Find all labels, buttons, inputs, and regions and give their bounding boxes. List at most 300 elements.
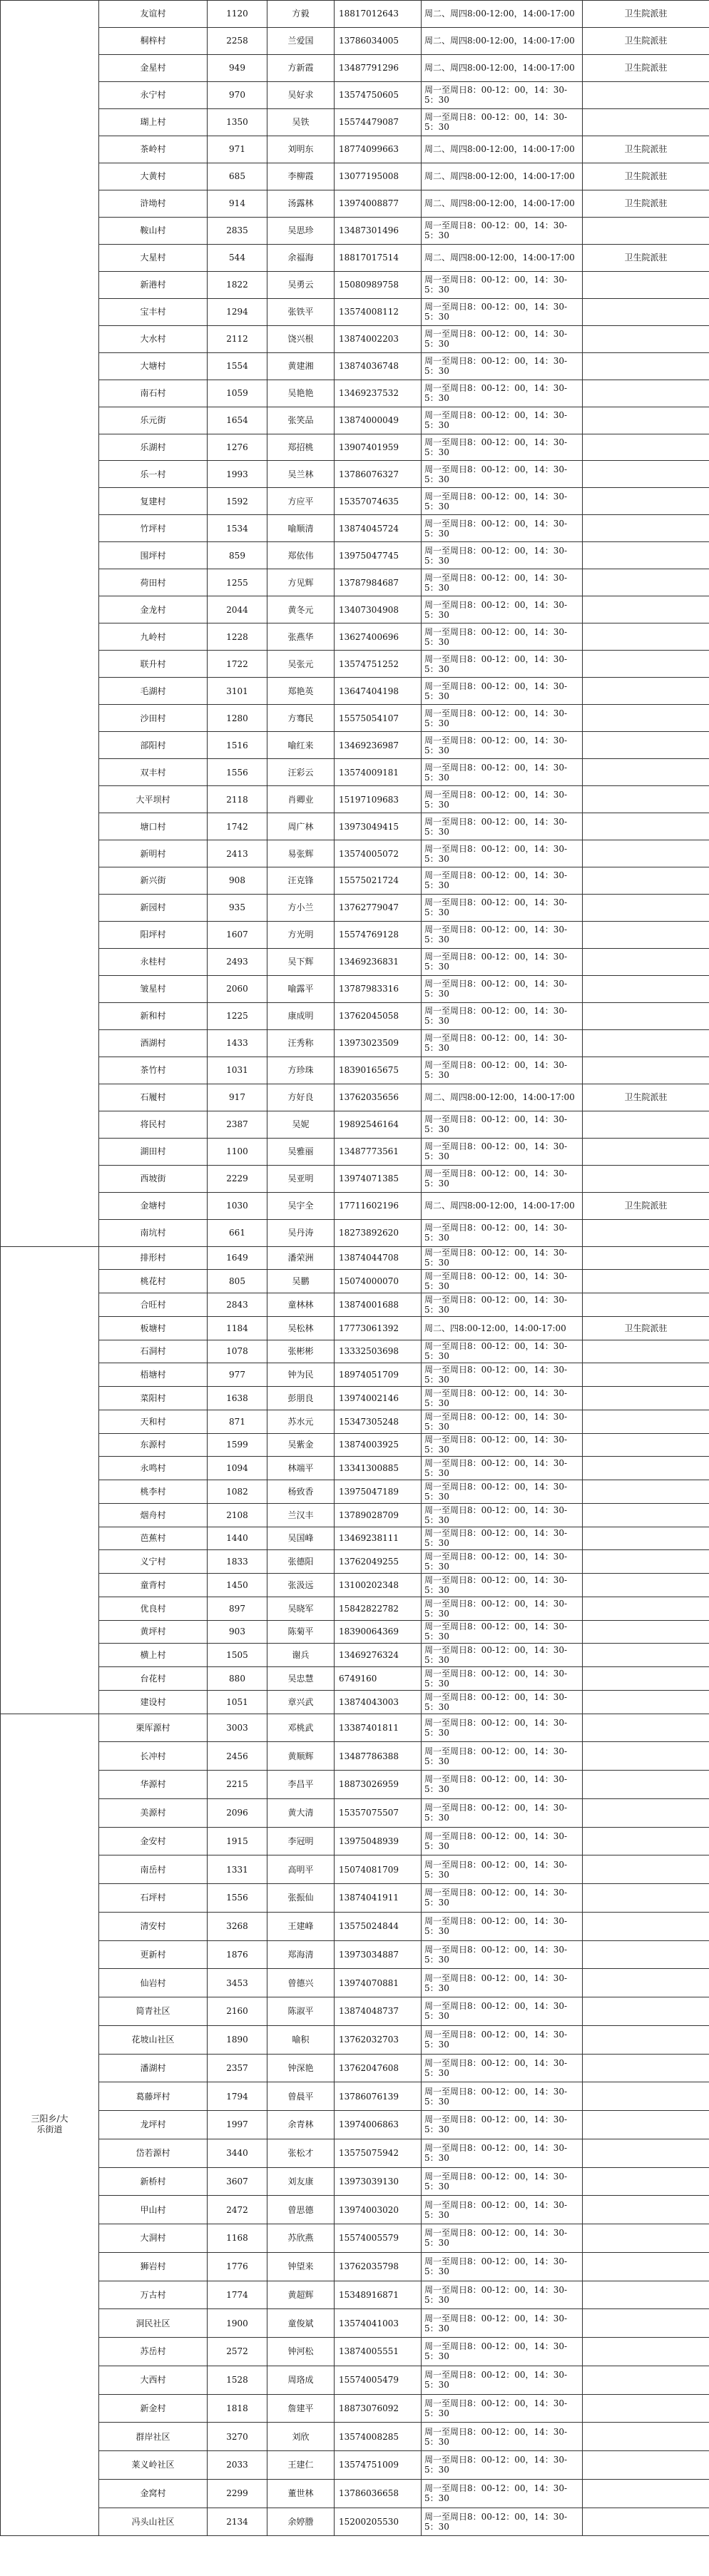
table-row	[1, 1084, 709, 1111]
hours-cell: 周一至周日8：00-12：00，14：30-5：30	[422, 2451, 583, 2480]
village-cell: 华源村	[99, 1771, 208, 1799]
note-cell	[583, 2196, 709, 2224]
hours-cell: 周一至周日8：00-12：00，14：30-5：30	[422, 1433, 583, 1457]
table-row	[1, 2281, 709, 2309]
table-row	[1, 81, 709, 108]
village-cell: 乐湖村	[99, 434, 208, 461]
population-cell: 1516	[208, 732, 267, 759]
population-cell: 805	[208, 1270, 267, 1293]
town-cell	[1, 1246, 99, 1714]
doctor-cell: 方小兰	[267, 894, 335, 921]
phone-cell: 13974008877	[335, 190, 422, 217]
population-cell: 2033	[208, 2451, 267, 2480]
hours-cell: 周一至周日8：00-12：00，14：30-5：30	[422, 1997, 583, 2026]
population-cell: 1554	[208, 352, 267, 380]
phone-cell: 13789028709	[335, 1503, 422, 1527]
village-cell: 童背村	[99, 1574, 208, 1597]
doctor-cell: 吴紫金	[267, 1433, 335, 1457]
phone-cell: 13762035656	[335, 1084, 422, 1111]
table-row	[1, 678, 709, 705]
table-row	[1, 1527, 709, 1550]
hours-cell: 周二、周四8:00-12:00，14:00-17:00	[422, 54, 583, 81]
village-cell: 莱义岭社区	[99, 2451, 208, 2480]
doctor-cell: 潘荣洲	[267, 1246, 335, 1270]
hours-cell: 周一至周日8：00-12：00，14：30-5：30	[422, 1527, 583, 1550]
doctor-cell: 童林林	[267, 1293, 335, 1317]
note-cell	[583, 1363, 709, 1387]
table-row	[1, 1457, 709, 1480]
phone-cell: 13907401959	[335, 434, 422, 461]
doctor-cell: 郑依伟	[267, 542, 335, 569]
village-cell: 优良村	[99, 1597, 208, 1620]
table-row	[1, 380, 709, 407]
population-cell: 1794	[208, 2082, 267, 2111]
note-cell	[583, 1912, 709, 1940]
doctor-cell: 余青林	[267, 2111, 335, 2139]
doctor-cell: 陈淑平	[267, 1997, 335, 2026]
village-cell: 东源村	[99, 1433, 208, 1457]
village-cell: 狮岩村	[99, 2252, 208, 2281]
doctor-cell: 饶兴根	[267, 325, 335, 352]
note-cell	[583, 1457, 709, 1480]
note-cell	[583, 705, 709, 732]
population-cell: 908	[208, 867, 267, 895]
village-cell: 永宁村	[99, 81, 208, 108]
note-cell: 卫生院派驻	[583, 27, 709, 54]
doctor-cell: 喻露平	[267, 975, 335, 1002]
population-cell: 1082	[208, 1480, 267, 1504]
hours-cell: 周一至周日8：00-12：00，14：30-5：30	[422, 1690, 583, 1714]
hours-cell: 周一至周日8：00-12：00，14：30-5：30	[422, 2366, 583, 2394]
village-cell: 大西村	[99, 2366, 208, 2394]
phone-cell: 18817017514	[335, 244, 422, 271]
table-row	[1, 1997, 709, 2026]
note-cell	[583, 1771, 709, 1799]
note-cell	[583, 948, 709, 975]
doctor-cell: 汪秀称	[267, 1029, 335, 1057]
note-cell: 卫生院派驻	[583, 190, 709, 217]
hours-cell: 周一至周日8：00-12：00，14：30-5：30	[422, 948, 583, 975]
doctor-cell: 方应平	[267, 488, 335, 515]
doctor-cell: 张汲远	[267, 1574, 335, 1597]
note-cell: 卫生院派驻	[583, 1084, 709, 1111]
table-row	[1, 1002, 709, 1029]
doctor-cell: 方光明	[267, 921, 335, 948]
phone-cell: 13974002146	[335, 1387, 422, 1410]
village-cell: 仙岩村	[99, 1969, 208, 1997]
note-cell	[583, 515, 709, 542]
phone-cell: 13574751252	[335, 651, 422, 678]
phone-cell: 13487301496	[335, 217, 422, 244]
hours-cell: 周一至周日8：00-12：00，14：30-5：30	[422, 1597, 583, 1620]
village-cell: 新明村	[99, 840, 208, 867]
phone-cell: 13574008112	[335, 298, 422, 325]
note-cell	[583, 1574, 709, 1597]
table-row	[1, 515, 709, 542]
doctor-cell: 黄大清	[267, 1798, 335, 1827]
doctor-cell: 黄建湘	[267, 352, 335, 380]
village-cell: 群岸社区	[99, 2423, 208, 2451]
table-row	[1, 1363, 709, 1387]
table-row	[1, 1387, 709, 1410]
hours-cell: 周一至周日8：00-12：00，14：30-5：30	[422, 515, 583, 542]
note-cell	[583, 569, 709, 596]
doctor-cell: 喻顺清	[267, 515, 335, 542]
village-cell: 将民村	[99, 1111, 208, 1138]
doctor-cell: 黄冬元	[267, 596, 335, 623]
doctor-cell: 张松才	[267, 2139, 335, 2167]
doctor-cell: 周珞成	[267, 2366, 335, 2394]
doctor-cell: 张德阳	[267, 1550, 335, 1574]
population-cell: 1915	[208, 1827, 267, 1855]
population-cell: 2493	[208, 948, 267, 975]
table-row	[1, 1219, 709, 1246]
note-cell	[583, 2252, 709, 2281]
population-cell: 1433	[208, 1029, 267, 1057]
table-row	[1, 1620, 709, 1644]
note-cell: 卫生院派驻	[583, 163, 709, 190]
hours-cell: 周一至周日8：00-12：00，14：30-5：30	[422, 2338, 583, 2366]
village-cell: 湖田村	[99, 1138, 208, 1165]
population-cell: 2258	[208, 27, 267, 54]
village-cell: 金星村	[99, 54, 208, 81]
hours-cell: 周一至周日8：00-12：00，14：30-5：30	[422, 1855, 583, 1884]
village-cell: 万古村	[99, 2281, 208, 2309]
doctor-cell: 汪彩云	[267, 759, 335, 786]
table-row	[1, 1827, 709, 1855]
doctor-cell: 吴晓军	[267, 1597, 335, 1620]
hours-cell: 周一至周日8：00-12：00，14：30-5：30	[422, 2139, 583, 2167]
hours-cell: 周一至周日8：00-12：00，14：30-5：30	[422, 1969, 583, 1997]
hours-cell: 周一至周日8：00-12：00，14：30-5：30	[422, 867, 583, 895]
doctor-cell: 邓桃武	[267, 1714, 335, 1742]
village-cell: 南岳村	[99, 1855, 208, 1884]
table-row	[1, 1316, 709, 1340]
hours-cell: 周一至周日8：00-12：00，14：30-5：30	[422, 461, 583, 488]
hours-cell: 周一至周日8：00-12：00，14：30-5：30	[422, 1714, 583, 1742]
village-cell: 新和村	[99, 1002, 208, 1029]
note-cell	[583, 813, 709, 840]
village-cell: 宝丰村	[99, 298, 208, 325]
population-cell: 2835	[208, 217, 267, 244]
phone-cell: 18974051709	[335, 1363, 422, 1387]
note-cell	[583, 271, 709, 298]
note-cell	[583, 2394, 709, 2423]
hours-cell: 周一至周日8：00-12：00，14：30-5：30	[422, 542, 583, 569]
hours-cell: 周一至周日8：00-12：00，14：30-5：30	[422, 352, 583, 380]
population-cell: 1654	[208, 407, 267, 434]
village-cell: 桃李村	[99, 1480, 208, 1504]
hours-cell: 周二、周四8:00-12:00，14:00-17:00	[422, 136, 583, 163]
phone-cell: 13574008285	[335, 2423, 422, 2451]
village-cell: 芭蕉村	[99, 1527, 208, 1550]
population-cell: 977	[208, 1363, 267, 1387]
hours-cell: 周一至周日8：00-12：00，14：30-5：30	[422, 1503, 583, 1527]
table-row	[1, 136, 709, 163]
doctor-cell: 李昌平	[267, 1771, 335, 1799]
table-row	[1, 1029, 709, 1057]
phone-cell: 13973023509	[335, 1029, 422, 1057]
hours-cell: 周一至周日8：00-12：00，14：30-5：30	[422, 1029, 583, 1057]
village-cell: 友谊村	[99, 1, 208, 28]
note-cell	[583, 1111, 709, 1138]
village-cell: 部阳村	[99, 732, 208, 759]
doctor-cell: 周广林	[267, 813, 335, 840]
phone-cell: 13786076327	[335, 461, 422, 488]
population-cell: 1876	[208, 1940, 267, 1969]
population-cell: 2096	[208, 1798, 267, 1827]
hours-cell: 周一至周日8：00-12：00，14：30-5：30	[422, 1111, 583, 1138]
population-cell: 880	[208, 1667, 267, 1691]
population-cell: 544	[208, 244, 267, 271]
population-cell: 1649	[208, 1246, 267, 1270]
population-cell: 2112	[208, 325, 267, 352]
doctor-cell: 高明平	[267, 1855, 335, 1884]
village-cell: 瑚上村	[99, 108, 208, 136]
village-cell: 金安村	[99, 1827, 208, 1855]
doctor-cell: 兰爱国	[267, 27, 335, 54]
population-cell: 3440	[208, 2139, 267, 2167]
population-cell: 1051	[208, 1690, 267, 1714]
village-cell: 竹坪村	[99, 515, 208, 542]
phone-cell: 13407304908	[335, 596, 422, 623]
hours-cell: 周一至周日8：00-12：00，14：30-5：30	[422, 2167, 583, 2196]
hours-cell: 周一至周日8：00-12：00，14：30-5：30	[422, 488, 583, 515]
table-row	[1, 2224, 709, 2253]
phone-cell: 13332503698	[335, 1340, 422, 1363]
phone-cell: 13874036748	[335, 352, 422, 380]
town-cell: 三阳乡/大乐街道	[1, 1714, 99, 2536]
doctor-cell: 苏水元	[267, 1410, 335, 1433]
population-cell: 661	[208, 1219, 267, 1246]
table-row	[1, 325, 709, 352]
hours-cell: 周一至周日8：00-12：00，14：30-5：30	[422, 2025, 583, 2054]
phone-cell: 18390165675	[335, 1057, 422, 1084]
doctor-cell: 张彬彬	[267, 1340, 335, 1363]
population-cell: 685	[208, 163, 267, 190]
table-row	[1, 1798, 709, 1827]
population-cell: 1094	[208, 1457, 267, 1480]
note-cell	[583, 1667, 709, 1691]
population-cell: 1592	[208, 488, 267, 515]
population-cell: 1607	[208, 921, 267, 948]
hours-cell: 周一至周日8：00-12：00，14：30-5：30	[422, 1410, 583, 1433]
population-cell: 1350	[208, 108, 267, 136]
population-cell: 1030	[208, 1192, 267, 1219]
table-row	[1, 894, 709, 921]
note-cell	[583, 1270, 709, 1293]
table-row	[1, 1433, 709, 1457]
table-row	[1, 813, 709, 840]
note-cell	[583, 894, 709, 921]
population-cell: 1168	[208, 2224, 267, 2253]
table-row	[1, 948, 709, 975]
note-cell	[583, 1503, 709, 1527]
table-row	[1, 542, 709, 569]
doctor-cell: 郑海清	[267, 1940, 335, 1969]
phone-cell: 13469276324	[335, 1644, 422, 1667]
hours-cell: 周一至周日8：00-12：00，14：30-5：30	[422, 651, 583, 678]
doctor-cell: 彭朋良	[267, 1387, 335, 1410]
doctor-cell: 吴宇全	[267, 1192, 335, 1219]
hours-cell: 周一至周日8：00-12：00，14：30-5：30	[422, 1387, 583, 1410]
note-cell	[583, 623, 709, 651]
village-cell: 浒坳村	[99, 190, 208, 217]
phone-cell: 15348916871	[335, 2281, 422, 2309]
note-cell: 卫生院派驻	[583, 54, 709, 81]
population-cell: 1556	[208, 1884, 267, 1913]
village-cell: 花坡山社区	[99, 2025, 208, 2054]
village-cell: 毛湖村	[99, 678, 208, 705]
population-cell: 1776	[208, 2252, 267, 2281]
hours-cell: 周一至周日8：00-12：00，14：30-5：30	[422, 81, 583, 108]
hours-cell: 周一至周日8：00-12：00，14：30-5：30	[422, 2224, 583, 2253]
note-cell	[583, 1714, 709, 1742]
hours-cell: 周一至周日8：00-12：00，14：30-5：30	[422, 1138, 583, 1165]
table-row	[1, 1690, 709, 1714]
hours-cell: 周一至周日8：00-12：00，14：30-5：30	[422, 2196, 583, 2224]
hours-cell: 周一至周日8：00-12：00，14：30-5：30	[422, 271, 583, 298]
phone-cell: 13574751009	[335, 2451, 422, 2480]
note-cell	[583, 1798, 709, 1827]
hours-cell: 周二、周四8:00-12:00，14:00-17:00	[422, 1, 583, 28]
phone-cell: 13100202348	[335, 1574, 422, 1597]
table-row	[1, 54, 709, 81]
population-cell: 1556	[208, 759, 267, 786]
doctor-cell: 方毅	[267, 1, 335, 28]
phone-cell: 15574005479	[335, 2366, 422, 2394]
phone-cell: 13975047189	[335, 1480, 422, 1504]
doctor-cell: 张铁平	[267, 298, 335, 325]
hours-cell: 周一至周日8：00-12：00，14：30-5：30	[422, 894, 583, 921]
phone-cell: 13874045724	[335, 515, 422, 542]
village-cell: 义宁村	[99, 1550, 208, 1574]
phone-cell: 13574750605	[335, 81, 422, 108]
doctor-cell: 童俊斌	[267, 2309, 335, 2338]
note-cell	[583, 1433, 709, 1457]
phone-cell: 13974070881	[335, 1969, 422, 1997]
note-cell	[583, 840, 709, 867]
hours-cell: 周一至周日8：00-12：00，14：30-5：30	[422, 407, 583, 434]
hours-cell: 周一至周日8：00-12：00，14：30-5：30	[422, 1827, 583, 1855]
population-cell: 1078	[208, 1340, 267, 1363]
hours-cell: 周一至周日8：00-12：00，14：30-5：30	[422, 1620, 583, 1644]
hours-cell: 周一至周日8：00-12：00，14：30-5：30	[422, 2082, 583, 2111]
table-row	[1, 1574, 709, 1597]
population-cell: 1833	[208, 1550, 267, 1574]
phone-cell: 13786076139	[335, 2082, 422, 2111]
phone-cell: 18873076092	[335, 2394, 422, 2423]
hours-cell: 周一至周日8：00-12：00，14：30-5：30	[422, 1246, 583, 1270]
village-cell: 联升村	[99, 651, 208, 678]
population-cell: 1599	[208, 1433, 267, 1457]
hours-cell: 周一至周日8：00-12：00，14：30-5：30	[422, 623, 583, 651]
phone-cell: 13974071385	[335, 1165, 422, 1192]
population-cell: 1294	[208, 298, 267, 325]
population-cell: 949	[208, 54, 267, 81]
population-cell: 971	[208, 136, 267, 163]
hours-cell: 周一至周日8：00-12：00，14：30-5：30	[422, 108, 583, 136]
doctor-cell: 张振仙	[267, 1884, 335, 1913]
village-cell: 酒湖村	[99, 1029, 208, 1057]
note-cell	[583, 2508, 709, 2536]
doctor-cell: 张燕华	[267, 623, 335, 651]
doctor-cell: 方珍珠	[267, 1057, 335, 1084]
doctor-cell: 刘明东	[267, 136, 335, 163]
note-cell	[583, 1410, 709, 1433]
table-row	[1, 244, 709, 271]
village-cell: 梧塘村	[99, 1363, 208, 1387]
hours-cell: 周一至周日8：00-12：00，14：30-5：30	[422, 2423, 583, 2451]
phone-cell: 15200205530	[335, 2508, 422, 2536]
hours-cell: 周一至周日8：00-12：00，14：30-5：30	[422, 596, 583, 623]
doctor-cell: 钟为民	[267, 1363, 335, 1387]
table-row	[1, 786, 709, 813]
note-cell	[583, 1165, 709, 1192]
village-cell: 金龙村	[99, 596, 208, 623]
population-cell: 1280	[208, 705, 267, 732]
population-cell: 1774	[208, 2281, 267, 2309]
hours-cell: 周一至周日8：00-12：00，14：30-5：30	[422, 1912, 583, 1940]
phone-cell: 13469237532	[335, 380, 422, 407]
phone-cell: 13627400696	[335, 623, 422, 651]
note-cell	[583, 1855, 709, 1884]
doctor-cell: 吴艳艳	[267, 380, 335, 407]
table-row	[1, 1550, 709, 1574]
table-row	[1, 1293, 709, 1317]
phone-cell: 18273892620	[335, 1219, 422, 1246]
doctor-cell: 刘欣	[267, 2423, 335, 2451]
phone-cell: 13574009181	[335, 759, 422, 786]
hours-cell: 周二、周四8:00-12:00，14:00-17:00	[422, 163, 583, 190]
note-cell	[583, 596, 709, 623]
population-cell: 1184	[208, 1316, 267, 1340]
phone-cell: 13469236987	[335, 732, 422, 759]
hours-cell: 周一至周日8：00-12：00，14：30-5：30	[422, 434, 583, 461]
note-cell	[583, 352, 709, 380]
population-cell: 2134	[208, 2508, 267, 2536]
doctor-cell: 陈菊平	[267, 1620, 335, 1644]
doctor-cell: 吴雅丽	[267, 1138, 335, 1165]
note-cell	[583, 1057, 709, 1084]
doctor-cell: 方好良	[267, 1084, 335, 1111]
note-cell	[583, 542, 709, 569]
note-cell	[583, 2338, 709, 2366]
hours-cell: 周一至周日8：00-12：00，14：30-5：30	[422, 705, 583, 732]
phone-cell: 17711602196	[335, 1192, 422, 1219]
population-cell: 2044	[208, 596, 267, 623]
doctor-cell: 喻红来	[267, 732, 335, 759]
hours-cell: 周二、四8:00-12:00，14:00-17:00	[422, 1316, 583, 1340]
note-cell	[583, 2139, 709, 2167]
doctor-cell: 吴勇云	[267, 271, 335, 298]
doctor-cell: 余福海	[267, 244, 335, 271]
note-cell	[583, 108, 709, 136]
table-row	[1, 1969, 709, 1997]
hours-cell: 周二、周四8:00-12:00，14:00-17:00	[422, 244, 583, 271]
population-cell: 914	[208, 190, 267, 217]
table-row	[1, 1480, 709, 1504]
doctor-cell: 方骞民	[267, 705, 335, 732]
table-row	[1, 1714, 709, 1742]
village-cell: 桐梓村	[99, 27, 208, 54]
phone-cell: 18817012643	[335, 1, 422, 28]
phone-cell: 13762047608	[335, 2054, 422, 2082]
doctor-cell: 董世林	[267, 2479, 335, 2508]
doctor-cell: 吴兰林	[267, 461, 335, 488]
phone-cell: 13077195008	[335, 163, 422, 190]
doctor-cell: 刘友康	[267, 2167, 335, 2196]
